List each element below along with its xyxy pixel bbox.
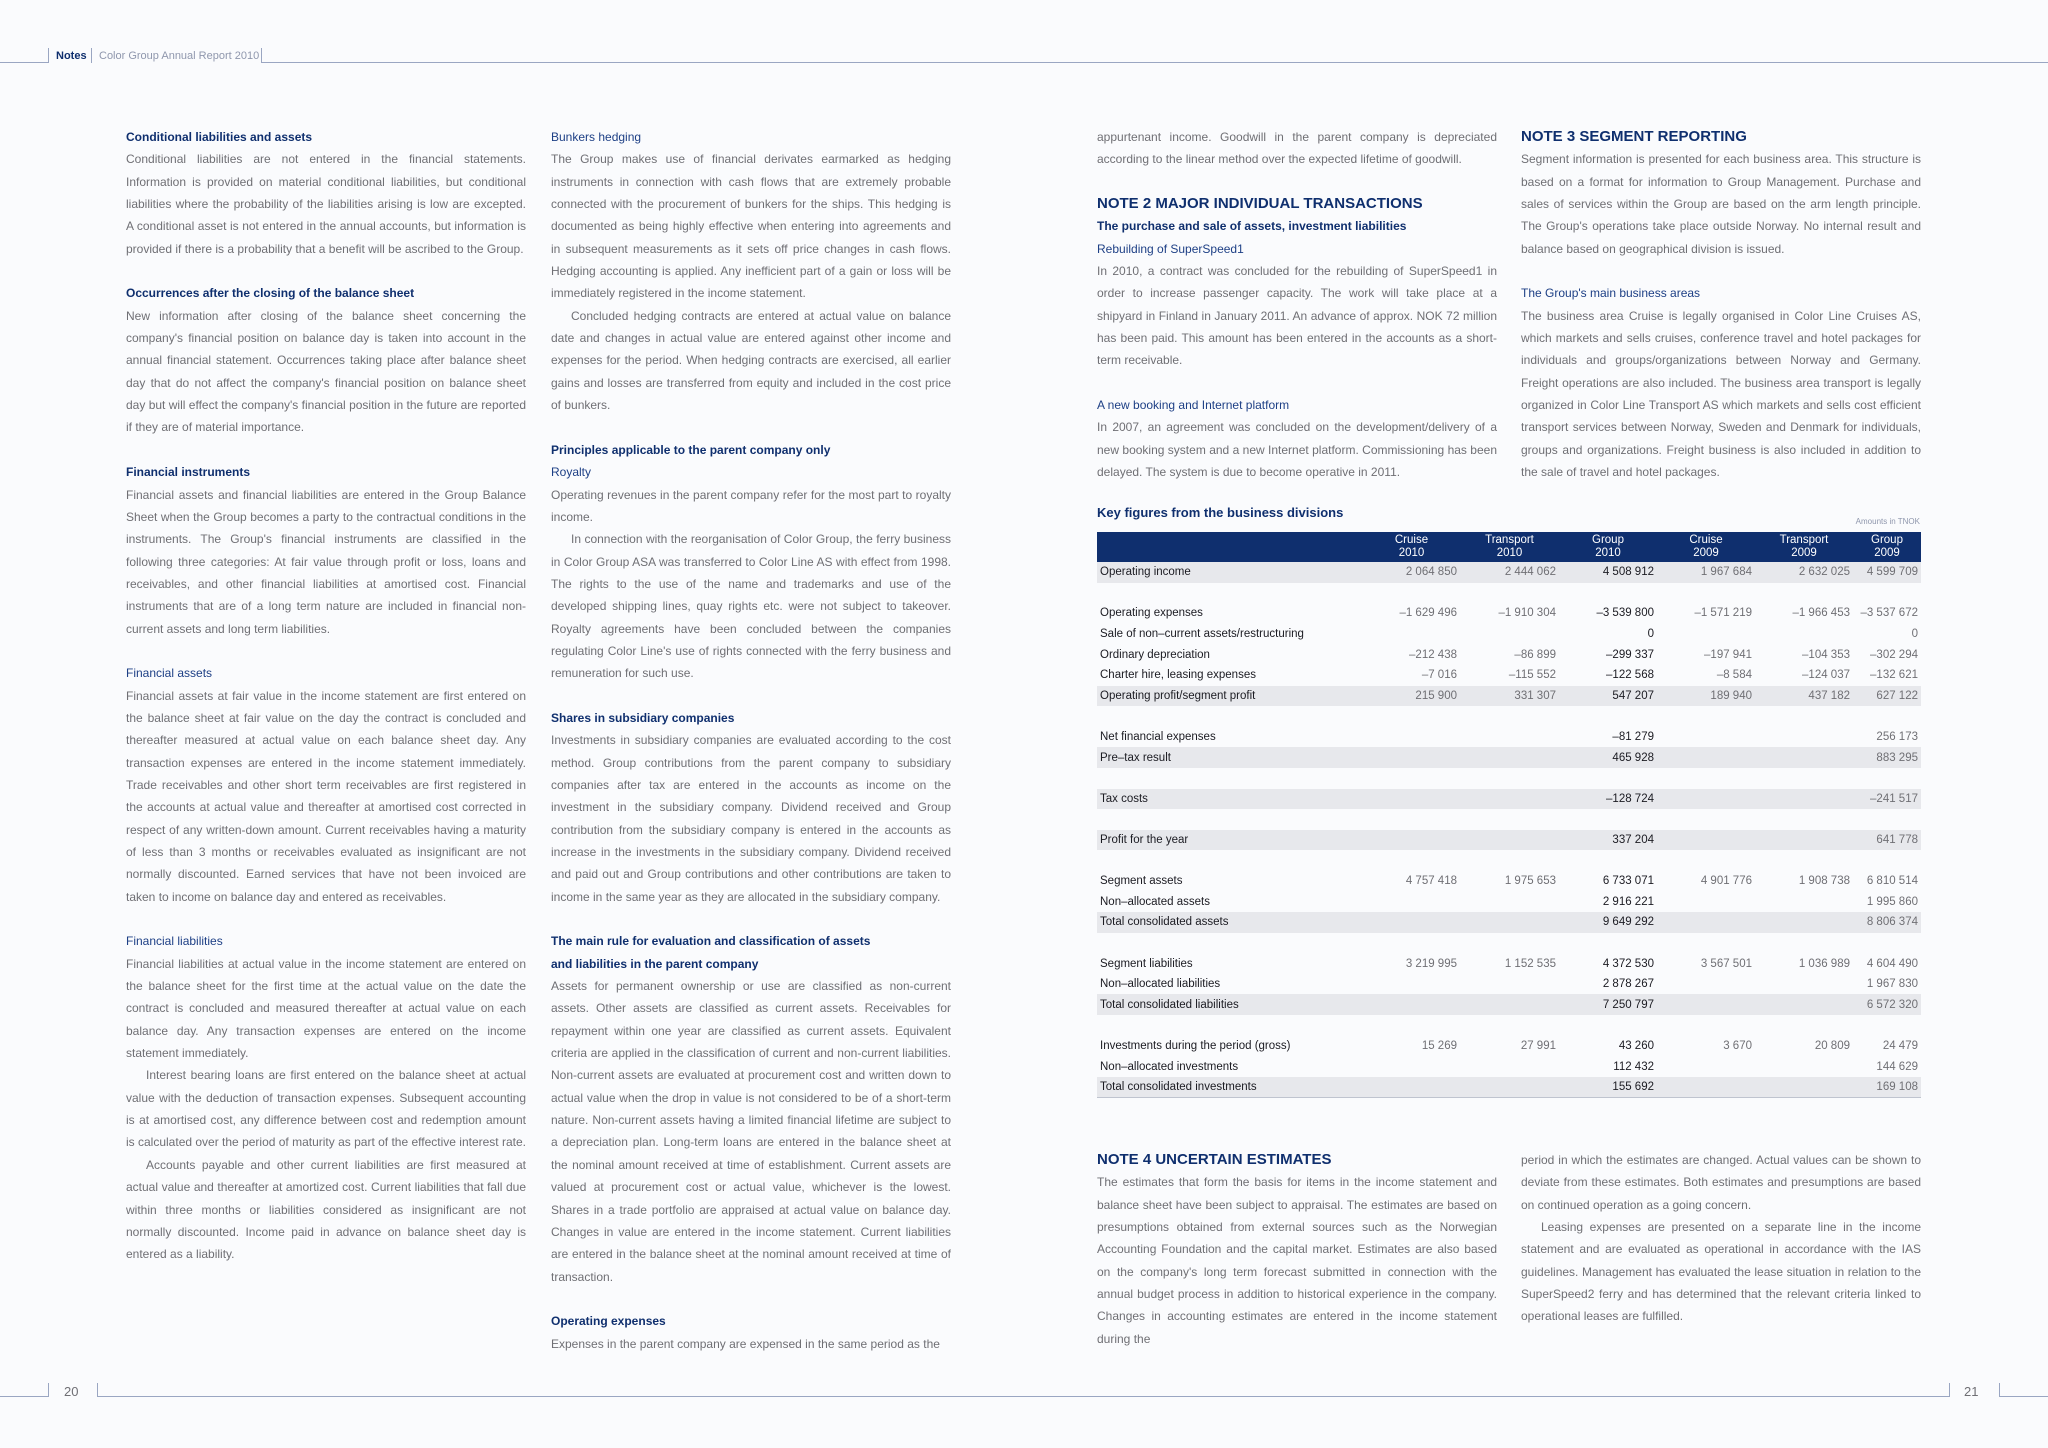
table-cell <box>1363 789 1460 810</box>
row-label: Total consolidated investments <box>1097 1077 1363 1098</box>
table-cell: 144 629 <box>1876 1060 1918 1073</box>
paragraph: The estimates that form the basis for items in the income statement and balance sheet have been subject to appraisal. The estimates are based on presumptions obtained from external sources such as the Norwegian Accounting Foundation and the capital market. Estimates are also based on the company's long term forecast submitted in connection with the annual budget process in addition to historical experience in the company. Changes in accounting estimates are entered in the income statement during the <box>1097 1175 1497 1346</box>
table-cell <box>1657 747 1755 768</box>
page-header <box>0 48 2048 68</box>
table-cell: 112 432 <box>1613 1060 1654 1073</box>
table-cell: 0 <box>1647 628 1654 641</box>
table-cell <box>1460 912 1559 933</box>
table-cell <box>1657 727 1755 748</box>
table-cell: 8 806 374 <box>1853 912 1921 933</box>
table-row <box>1097 912 1921 933</box>
column-2 <box>551 126 951 1355</box>
paragraph: In 2007, an agreement was concluded on the development/delivery of a new booking system and a new Internet platform. Commissioning has been delayed. The system is due to become operative in 2011. <box>1097 420 1497 480</box>
paragraph: Leasing expenses are presented on a separate line in the income statement and are evaluated as operational in accordance with the IAS guidelines. Management has evaluated the lease situation in relation to the SuperSpeed2 ferry and has determined that the relevant criteria linked to operational leases are fulfilled. <box>1521 1220 1921 1324</box>
header-rule-left <box>0 62 48 63</box>
table-cell: 627 122 <box>1853 686 1921 707</box>
table-cell <box>1755 892 1853 913</box>
row-label: Total consolidated assets <box>1097 912 1363 933</box>
table-cell: 2 632 025 <box>1755 562 1853 583</box>
table-cell <box>1755 789 1853 810</box>
heading-purchase-sale: The purchase and sale of assets, investment liabilities <box>1097 219 1407 234</box>
table-spacer-cell <box>1097 706 1921 727</box>
report-title: Color Group Annual Report 2010 <box>99 50 260 62</box>
table-cell: 2 064 850 <box>1363 562 1460 583</box>
table-row <box>1097 830 1921 851</box>
table-cell: 24 479 <box>1882 1039 1918 1052</box>
table-spacer-row <box>1097 768 1921 789</box>
table-spacer-row <box>1097 809 1921 830</box>
table-row <box>1097 665 1921 686</box>
table-cell: 169 108 <box>1853 1077 1921 1098</box>
table-cell: 6 572 320 <box>1853 994 1921 1015</box>
row-label: Segment assets <box>1100 875 1183 888</box>
table-cell: 883 295 <box>1853 747 1921 768</box>
table-cell <box>1657 1077 1755 1098</box>
table-cell: 7 250 797 <box>1559 994 1657 1015</box>
table-row <box>1097 1077 1921 1098</box>
section-label: Notes <box>56 50 87 62</box>
table-cell <box>1755 747 1853 768</box>
table-cell: –1 571 219 <box>1694 607 1752 620</box>
table-row <box>1097 974 1921 995</box>
table-cell: 1 967 684 <box>1657 562 1755 583</box>
row-label: Operating profit/segment profit <box>1097 686 1363 707</box>
row-label: Segment liabilities <box>1100 957 1193 970</box>
table-cell <box>1657 624 1755 645</box>
table-cell: 641 778 <box>1853 830 1921 851</box>
table-cell <box>1363 974 1460 995</box>
row-label: Pre–tax result <box>1097 747 1363 768</box>
table-spacer-row <box>1097 933 1921 954</box>
paragraph: appurtenant income. Goodwill in the parent company is depreciated according to the linear method over the expected lifetime of goodwill. <box>1097 130 1497 167</box>
table-cell: 4 604 490 <box>1866 957 1918 970</box>
paragraph: In connection with the reorganisation of Color Group, the ferry business in Color Group ASA was transferred to Color Line AS with effect from 1998. The rights to the use of the name and trademarks and use of the developed shipping lines, quay rights etc. were not subject to takeover. Royalty agreements have been concluded between the companies regulating Color Line's use of rights connected with the ferry business and remuneration for such use. <box>551 532 951 681</box>
table-cell: 465 928 <box>1559 747 1657 768</box>
table-cell: 4 599 709 <box>1853 562 1921 583</box>
table-header-cell: Transport 2010 <box>1460 532 1559 562</box>
table-spacer-cell <box>1097 583 1921 604</box>
table-cell: –122 568 <box>1606 669 1654 682</box>
row-label: Non–allocated investments <box>1100 1060 1239 1073</box>
paragraph: Financial assets at fair value in the income statement are first entered on the balance sheet at fair value on the day the contract is concluded and thereafter measured at actual value on each balance sheet day. Any transaction expenses are entered in the income statement immediately. Trade receivables and other short term receivables are first registered in the accounts at actual value and thereafter at amortised cost corrected in respect of any written-down amount. Current receivables having a maturity of less than 3 months or receivables evaluated as insignificant are not normally discounted. Earned services that have not been invoiced are taken to income on balance day and entered as receivables. <box>126 688 526 904</box>
heading-conditional-liabilities: Conditional liabilities and assets <box>126 130 313 144</box>
footer-tick <box>48 1383 49 1397</box>
table-row <box>1097 603 1921 624</box>
footer-tick <box>1949 1383 1950 1397</box>
paragraph: Concluded hedging contracts are entered at actual value on balance date and changes in actual value are entered against other income and expenses for the period. When hedging contracts are exercised, all earlier gains and losses are transferred from equity and included in the cost price of bunkers. <box>551 308 951 413</box>
table-row <box>1097 644 1921 665</box>
row-label: Total consolidated liabilities <box>1097 994 1363 1015</box>
paragraph: Accounts payable and other current liabilities are first measured at actual value and thereafter at amortized cost. Current liabilities that fall due within three months or liabilities considered as insignificant are not normally discounted. Income paid in advance on balance sheet day is entered as a liability. <box>126 1157 526 1262</box>
column-4 <box>1521 126 1921 484</box>
table-cell <box>1460 974 1559 995</box>
table-cell: 256 173 <box>1876 731 1918 744</box>
table-cell: 189 940 <box>1657 686 1755 707</box>
table-cell: 4 901 776 <box>1700 875 1752 888</box>
page-footer <box>0 1380 2048 1402</box>
row-label: Net financial expenses <box>1100 731 1216 744</box>
table-row <box>1097 624 1921 645</box>
table-cell <box>1460 994 1559 1015</box>
paragraph: Investments in subsidiary companies are evaluated according to the cost method. Group contributions from the parent company to subsidiary companies after tax are entered in the accounts as income on the investment in the subsidiary company. Dividend received and Group contribution from the subsidiary company is entered in the accounts as increase in the investments in the subsidiary company. Dividend received and paid out and Group contributions and other contributions are taken to income in the same year as they are allocated in the subsidiary company. <box>551 733 951 904</box>
table-unit: Amounts in TNOK <box>1855 517 1920 526</box>
table-cell: 1 152 535 <box>1504 957 1556 970</box>
table-cell <box>1460 624 1559 645</box>
table-cell: 43 260 <box>1618 1039 1654 1052</box>
heading-parent-company-principles: Principles applicable to the parent company only <box>551 442 831 457</box>
table-cell: 3 567 501 <box>1700 957 1752 970</box>
table-spacer-cell <box>1097 768 1921 789</box>
heading-financial-assets: Financial assets <box>126 666 213 681</box>
heading-business-areas: The Group's main business areas <box>1521 286 1701 301</box>
table-cell <box>1755 830 1853 851</box>
column-3 <box>1097 126 1497 484</box>
table-cell: 1 967 830 <box>1866 978 1918 991</box>
heading-operating-expenses: Operating expenses <box>551 1314 666 1329</box>
table-cell <box>1460 747 1559 768</box>
footer-rule-right <box>1999 1396 2048 1397</box>
table-cell: 547 207 <box>1559 686 1657 707</box>
table-row <box>1097 686 1921 707</box>
table-spacer-row <box>1097 706 1921 727</box>
table-cell <box>1755 1077 1853 1098</box>
paragraph: The Group makes use of financial derivates earmarked as hedging instruments in connection with cash flows that are extremely probable connected with the procurement of bunkers for the ships. This hedging is documented as being highly effective when entering into agreements and in subsequent measurements as it sets off price changes in cash flows. Hedging accounting is applied. Any inefficient part of a gain or loss will be immediately registered in the income statement. <box>551 152 951 301</box>
table-cell <box>1755 912 1853 933</box>
table-cell <box>1657 994 1755 1015</box>
table-row <box>1097 953 1921 974</box>
heading-main-rule: The main rule for evaluation and classification of assets <box>551 934 871 949</box>
table-cell <box>1755 727 1853 748</box>
table-cell: –8 584 <box>1716 669 1752 682</box>
paragraph: In 2010, a contract was concluded for the rebuilding of SuperSpeed1 in order to increase passenger capacity. The work will take place at a shipyard in Finland in January 2011. An advance of approx. NOK 72 million has been paid. This amount has been entered in the accounts as a short-term receivable. <box>1097 264 1497 368</box>
table-cell: –299 337 <box>1606 648 1654 661</box>
table-header-row <box>1097 532 1921 562</box>
row-label: Non–allocated assets <box>1100 895 1210 908</box>
table-cell <box>1460 1077 1559 1098</box>
table-cell: 1 975 653 <box>1504 875 1556 888</box>
paragraph: Interest bearing loans are first entered on the balance sheet at actual value with the deduction of transaction expenses. Subsequent accounting is at amortised cost, any difference between cost and redemption amount is calculated over the period of maturity as part of the effective interest rate. <box>126 1068 526 1150</box>
table-row <box>1097 892 1921 913</box>
header-rule-right <box>261 62 2048 63</box>
heading-financial-instruments: Financial instruments <box>126 465 251 480</box>
heading-main-rule-cont: and liabilities in the parent company <box>551 956 759 971</box>
note-4-right <box>1521 1149 1921 1328</box>
paragraph: Conditional liabilities are not entered in the financial statements. Information is provided on material conditional liabilities, but conditional liabilities where the probability of the liabilities arising is low are excepted. A conditional asset is not entered in the annual accounts, but information is provided if there is a probability that a benefit will be ascribed to the Group. <box>126 152 526 256</box>
table-header-cell: Group 2010 <box>1559 532 1657 562</box>
column-1 <box>126 126 526 1266</box>
table-spacer-row <box>1097 850 1921 871</box>
table-cell: 437 182 <box>1755 686 1853 707</box>
table-cell: –128 724 <box>1559 789 1657 810</box>
header-tick <box>91 48 92 63</box>
table-spacer-row <box>1097 1015 1921 1036</box>
heading-note-4: NOTE 4 UNCERTAIN ESTIMATES <box>1097 1151 1332 1168</box>
table-cell <box>1755 624 1853 645</box>
table-cell: –86 899 <box>1514 648 1556 661</box>
table-row <box>1097 871 1921 892</box>
table-cell: 155 692 <box>1559 1077 1657 1098</box>
heading-occurrences: Occurrences after the closing of the balance sheet <box>126 286 415 301</box>
table-cell: –212 438 <box>1409 648 1457 661</box>
table-row <box>1097 747 1921 768</box>
table-cell: 15 269 <box>1421 1039 1457 1052</box>
table-cell: 2 878 267 <box>1602 978 1654 991</box>
footer-rule-middle <box>97 1396 1949 1397</box>
table-cell: 0 <box>1911 628 1918 641</box>
table-cell: –1 629 496 <box>1399 607 1457 620</box>
table-header-cell: Cruise 2009 <box>1657 532 1755 562</box>
key-figures-table <box>1097 532 1921 1098</box>
heading-note-2: NOTE 2 MAJOR INDIVIDUAL TRANSACTIONS <box>1097 195 1423 213</box>
table-cell: 6 733 071 <box>1602 875 1654 888</box>
table-header-cell: Group 2009 <box>1853 532 1921 562</box>
table-cell <box>1657 892 1755 913</box>
table-cell <box>1460 892 1559 913</box>
table-cell: 2 444 062 <box>1460 562 1559 583</box>
table-cell: –302 294 <box>1870 648 1918 661</box>
header-tick <box>261 48 262 63</box>
table-spacer-cell <box>1097 933 1921 954</box>
table-cell: 9 649 292 <box>1559 912 1657 933</box>
table-cell <box>1460 830 1559 851</box>
table-cell <box>1657 1056 1755 1077</box>
table-cell: –124 037 <box>1802 669 1850 682</box>
heading-financial-liabilities: Financial liabilities <box>126 934 223 949</box>
table-cell: 1 995 860 <box>1866 895 1918 908</box>
table-cell: 2 916 221 <box>1602 895 1654 908</box>
page-number-left: 20 <box>64 1384 79 1399</box>
row-label: Ordinary depreciation <box>1100 648 1210 661</box>
heading-shares-subsidiary: Shares in subsidiary companies <box>551 710 735 725</box>
paragraph: Operating revenues in the parent company refer for the most part to royalty income. <box>551 487 951 524</box>
table-cell: –197 941 <box>1704 648 1752 661</box>
heading-new-booking: A new booking and Internet platform <box>1097 398 1290 413</box>
table-cell <box>1363 727 1460 748</box>
table-cell <box>1657 974 1755 995</box>
table-cell: 1 036 989 <box>1798 957 1850 970</box>
paragraph: Financial assets and financial liabilities are entered in the Group Balance Sheet when the Group becomes a party to the contractual conditions in the instruments. The Group's financial instruments are classified in the following three categories: At fair value through profit or loss, loans and receivables, and other financial liabilities at amortised cost. Financial instruments that are of a long term nature are included in financial non-current assets and long term liabilities. <box>126 487 526 636</box>
heading-royalty: Royalty <box>551 465 592 480</box>
table-cell <box>1363 624 1460 645</box>
heading-bunkers-hedging: Bunkers hedging <box>551 130 642 144</box>
row-label: Tax costs <box>1097 789 1363 810</box>
row-label: Investments during the period (gross) <box>1100 1039 1291 1052</box>
table-cell: 331 307 <box>1460 686 1559 707</box>
table-cell <box>1657 912 1755 933</box>
paragraph: Assets for permanent ownership or use are classified as non-current assets. Other assets are classified as current assets. Receivables for repayment within one year are classified as current assets. Equivalent criteria are applied in the classification of current and non-current liabilities. Non-current assets are evaluated at procurement cost and written down to actual value when the drop in value is not considered to be of a short-term nature. Non-current assets having a limited financial lifetime are subject to a depreciation plan. Long-term loans are entered in the balance sheet at the nominal amount received at time of establishment. Current assets are valued at procurement cost or actual value, whichever is the lowest. Shares in a trade portfolio are appraised at actual value on balance day. Changes in value are entered in the income statement. Current liabilities are entered in the balance sheet at the nominal amount received at time of transaction. <box>551 979 951 1284</box>
table-header-cell: Cruise 2010 <box>1363 532 1460 562</box>
footer-tick <box>97 1383 98 1397</box>
paragraph: Financial liabilities at actual value in the income statement are entered on the balance sheet for the first time at the actual value on the date the contract is concluded and measured thereafter at actual value on each balance day. Any transaction expenses are entered on the income statement immediately. <box>126 956 526 1061</box>
table-spacer-cell <box>1097 1015 1921 1036</box>
table-spacer-cell <box>1097 809 1921 830</box>
table-cell <box>1460 727 1559 748</box>
table-cell: 3 670 <box>1723 1039 1752 1052</box>
table-cell <box>1363 994 1460 1015</box>
row-label: Sale of non–current assets/restructuring <box>1100 628 1304 641</box>
page-number-right: 21 <box>1964 1384 1979 1399</box>
table-cell <box>1363 1056 1460 1077</box>
table-cell: –1 966 453 <box>1792 607 1850 620</box>
heading-note-3: NOTE 3 SEGMENT REPORTING <box>1521 128 1747 145</box>
table-cell <box>1460 1056 1559 1077</box>
heading-rebuilding: Rebuilding of SuperSpeed1 <box>1097 241 1244 256</box>
table-cell <box>1755 1056 1853 1077</box>
table-cell <box>1657 789 1755 810</box>
table-cell <box>1460 789 1559 810</box>
row-label: Operating income <box>1097 562 1363 583</box>
paragraph: Segment information is presented for each business area. This structure is based on a format for information to Group Management. Purchase and sales of services within the Group are based on the arm length principle. The Group's operations take place outside Norway. No internal result and balance based on geographical division is issued. <box>1521 152 1921 256</box>
table-cell <box>1363 830 1460 851</box>
table-header-cell: Transport 2009 <box>1755 532 1853 562</box>
table-cell: –241 517 <box>1853 789 1921 810</box>
table-cell: 337 204 <box>1559 830 1657 851</box>
table-cell: –1 910 304 <box>1498 607 1556 620</box>
table-cell: 4 508 912 <box>1559 562 1657 583</box>
table-cell <box>1363 747 1460 768</box>
paragraph: period in which the estimates are changed. Actual values can be shown to deviate from these estimates. Both estimates and presumptions are based on continued operation as a going concern. <box>1521 1153 1921 1212</box>
table-cell <box>1755 994 1853 1015</box>
table-cell: 27 991 <box>1520 1039 1556 1052</box>
table-cell: –3 537 672 <box>1860 607 1918 620</box>
table-cell: 3 219 995 <box>1405 957 1457 970</box>
row-label: Profit for the year <box>1097 830 1363 851</box>
row-label: Charter hire, leasing expenses <box>1100 669 1256 682</box>
table-cell: 4 372 530 <box>1602 957 1654 970</box>
table-title: Key figures from the business divisions <box>1097 505 1344 520</box>
table-cell: –115 552 <box>1508 669 1556 682</box>
table-cell: 4 757 418 <box>1405 875 1457 888</box>
row-label: Operating expenses <box>1100 607 1203 620</box>
table-cell: –81 279 <box>1612 731 1654 744</box>
table-cell: –3 539 800 <box>1596 607 1654 620</box>
table-cell: 20 809 <box>1814 1039 1850 1052</box>
table-cell: –132 621 <box>1870 669 1918 682</box>
table-cell: 6 810 514 <box>1866 875 1918 888</box>
table-row <box>1097 789 1921 810</box>
table-cell <box>1755 974 1853 995</box>
table-row <box>1097 1056 1921 1077</box>
table-cell <box>1363 892 1460 913</box>
table-cell: 1 908 738 <box>1798 875 1850 888</box>
table-row <box>1097 994 1921 1015</box>
header-tick <box>48 48 49 63</box>
table-spacer-row <box>1097 583 1921 604</box>
table-cell: –104 353 <box>1802 648 1850 661</box>
row-label: Non–allocated liabilities <box>1100 978 1221 991</box>
table-cell: 215 900 <box>1363 686 1460 707</box>
table-header-cell <box>1097 532 1363 562</box>
footer-rule-left <box>0 1396 48 1397</box>
paragraph: New information after closing of the balance sheet concerning the company's financial position on balance day is taken into account in the annual financial statement. Occurrences taking place after balance sheet day that do not affect the company's financial position on balance sheet day but will effect the company's financial position in the future are reported if they are of material importance. <box>126 308 526 435</box>
table-spacer-cell <box>1097 850 1921 871</box>
table-cell <box>1657 830 1755 851</box>
footer-tick <box>1999 1383 2000 1397</box>
table-cell <box>1363 912 1460 933</box>
paragraph: The business area Cruise is legally organised in Color Line Cruises AS, which markets and sells cruises, conference travel and hotel packages for individuals and groups/organizations between Norway and Germany. Freight operations are also included. The business area transport is legally organized in Color Line Transport AS which markets and sells cost efficient transport services between Norway, Sweden and Denmark for individuals, groups and organizations. Freight business is also included in addition to the sale of travel and hotel packages. <box>1521 308 1921 480</box>
paragraph: Expenses in the parent company are expensed in the same period as the <box>551 1336 940 1351</box>
table-row <box>1097 562 1921 583</box>
table-cell <box>1363 1077 1460 1098</box>
table-row <box>1097 1036 1921 1057</box>
note-4-left <box>1097 1149 1497 1350</box>
table-row <box>1097 727 1921 748</box>
table-cell: –7 016 <box>1421 669 1457 682</box>
